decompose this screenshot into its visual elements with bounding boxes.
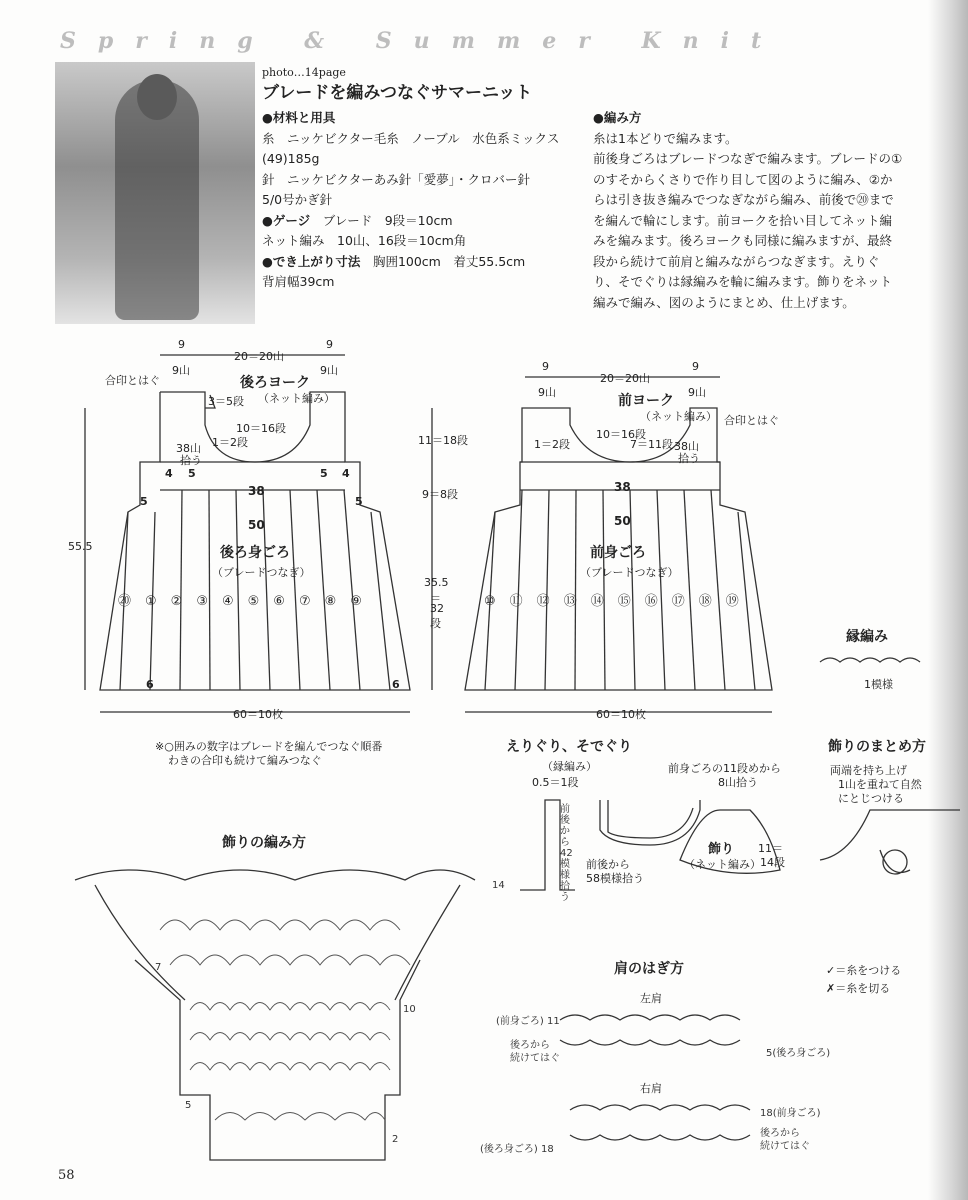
neck-v4: 42 [560,848,573,859]
materials-yarn: 糸 ニッケビクター毛糸 ノーブル 水色系ミックス [262,130,560,146]
back-dim-rows2: 10＝16段 [236,422,286,435]
back-pickup: 拾う [180,454,202,467]
body-height-eq: ＝ [430,592,441,605]
back-dim-rows3: 1＝2段 [212,436,248,449]
materials-yarn-amount: (49)185g [262,151,320,166]
braid-3: ③ [196,594,222,609]
armhole-pickup-count: 58模様拾う [586,872,644,885]
braid-6: ⑥ [273,594,299,609]
neck-pickup-vertical [560,804,572,903]
assembly-step2: 1山を重ねて自然 [838,778,922,791]
back-body-sub: （ブレードつなぎ） [212,566,311,579]
front-yoke-title: 前ヨーク [618,393,674,409]
gauge-net: ネット編み 10山、16段＝10cm角 [262,233,467,248]
right-shoulder-chart [570,1105,750,1140]
left-back-row: 5(後ろ身ごろ) [766,1048,831,1059]
assembly-title: 飾りのまとめ方 [828,739,926,755]
braid-11: ⑪ [509,594,537,609]
left-front-row: (前身ごろ) 11 [496,1016,560,1027]
back-pickup-sts: 38山 [176,442,201,455]
page-header: Spring & Summer Knit [60,28,784,54]
left-shoulder-chart [560,1015,740,1045]
deco-row-5: 5 [185,1100,192,1111]
size-shoulder: 背肩幅39cm [262,274,335,289]
braid-14: ⑭ [590,594,618,609]
gauge-braid: ブレード 9段＝10cm [322,212,453,228]
braid-1: ① [145,594,171,609]
deco-row-14: 14 [492,880,505,891]
neck-v3: から [560,826,570,848]
front-top-left: 9 [542,360,549,373]
deco-pickup-count: 8山拾う [718,776,758,789]
side-join-note: わきの合印も続けて編みつなぐ [168,754,322,767]
right-join-note1: 後ろから [760,1128,800,1139]
size-chest: 胸囲100cm 着丈55.5cm [372,253,526,269]
total-length: 55.5 [68,540,93,553]
braid-2: ② [170,594,197,609]
back-braid-order [118,590,376,609]
deco-chart-title: 飾りの編み方 [222,835,306,851]
upper-body-height: 9＝8段 [422,488,458,501]
back-yoke-sub: （ネット編み） [258,392,335,405]
back-join-note: 合印とはぐ [105,374,160,387]
front-top-right: 9 [692,360,699,373]
legend-cut-text: ＝糸を切る [835,982,891,995]
back-yoke-title: 後ろヨーク [240,375,310,391]
neck-v5: 模 [560,859,570,870]
neck-v6: 様 [560,870,570,881]
legend-attach [826,962,901,978]
order-note: ※○囲みの数字はブレードを編んでつなぐ順番 [155,740,383,753]
front-dim-rows1: 1＝2段 [534,438,570,451]
back-side-4-left: 4 [165,467,173,480]
back-body-title: 後ろ身ごろ [220,545,290,561]
materials-hook: 5/0号かぎ針 [262,192,333,207]
deco-pickup-start: 前身ごろの11段めから [668,762,781,775]
left-join-note1: 後ろから [510,1040,550,1051]
body-height-rows: 32 [430,602,444,615]
neck-dim: 0.5＝1段 [532,776,579,789]
gauge-heading: ●ゲージ [262,212,311,228]
edging-title: 縁編み [846,629,888,645]
deco-row-10: 10 [403,1004,416,1015]
edging-repeat: 1模様 [864,678,893,691]
legend-cut [826,980,890,996]
back-outline [100,392,410,690]
deco-row-2: 2 [392,1134,399,1145]
right-front-row: 18(前身ごろ) [760,1108,821,1119]
neck-armhole-title: えりぐり、そでぐり [506,739,632,755]
neck-v2: 後 [560,815,570,826]
front-top-center: 20＝20山 [600,372,650,385]
front-bottom-width: 60＝10枚 [596,708,646,721]
front-body-title: 前身ごろ [590,545,646,561]
back-width-38: 38 [248,484,265,498]
size-heading: ●でき上がり寸法 [262,253,361,269]
neck-v8: う [560,892,570,903]
back-top-left-sts: 9山 [172,364,190,377]
front-pickup: 拾う [678,452,700,465]
deco-rows: 11＝ [758,842,783,855]
front-width-50: 50 [614,514,631,528]
back-top-right: 9 [326,338,333,351]
back-side-5-right: 5 [320,467,328,480]
cut-yarn-icon: ✗ [826,982,836,995]
braid-5: ⑤ [247,594,274,609]
chart-mesh-loops [160,920,410,1120]
back-bottom-width: 60＝10枚 [233,708,283,721]
materials-heading: ●材料と用具 [262,110,336,125]
back-width-50: 50 [248,518,265,532]
braid-16: ⑯ [644,594,672,609]
back-under-5-right: 5 [355,495,363,508]
deco-label: 飾り [708,842,735,857]
front-braid-order [484,590,753,609]
materials-needle: 針 ニッケビクターあみ針「愛夢」・クロバー針 [262,171,531,187]
braid-9: ⑨ [350,594,376,609]
armhole-pickup: 前後から [586,858,630,871]
page-number: 58 [58,1168,75,1183]
neck-v1: 前 [560,804,570,815]
back-dim-rows1: 3＝5段 [208,395,244,408]
back-side-4-right: 4 [342,467,350,480]
braid-20: ⑳ [118,594,146,609]
front-yoke-sub: （ネット編み） [640,410,717,423]
back-hem-6-right: 6 [392,678,400,691]
braid-15: ⑮ [617,594,645,609]
method-body: 糸は1本どりで編みます。 前後身ごろはブレードつなぎで編みます。ブレードの①のすそからくさりで作り目して図のように編み、②からは引き抜き編みでつなぎながら編み、前後で⑳までを編んで輪にします。前ヨークを拾い目してネット編みを編みます。後ろヨークも同様に編みますが、最終段から続けて前肩と編みながらつなぎます。えりぐり、そでぐりは縁編みを輪に編みます。飾りをネット編みで編み、図のようにまとめ、仕上げます。 [593,130,903,310]
back-top-center: 20＝20山 [234,350,284,363]
front-top-right-sts: 9山 [688,386,706,399]
deco-row-7: 7 [155,962,162,973]
braid-8: ⑧ [324,594,351,609]
attach-yarn-icon: ✓ [826,964,836,977]
deco-rows-unit: 14段 [760,856,785,869]
back-hem-6-left: 6 [146,678,154,691]
braid-12: ⑫ [536,594,564,609]
left-shoulder-label: 左肩 [640,992,662,1005]
braid-19: ⑲ [725,594,753,609]
shoulder-title: 肩のはぎ方 [614,961,684,977]
assembly-step3: にとじつける [838,792,904,805]
right-shoulder-label: 右肩 [640,1082,662,1095]
back-under-5-left: 5 [140,495,148,508]
decoration-crochet-chart [75,870,475,1160]
back-top-right-sts: 9山 [320,364,338,377]
photo-reference: photo…14page [262,66,346,79]
deco-label-sub: （ネット編み） [684,858,761,871]
front-dim-rows2: 10＝16段 [596,428,646,441]
braid-10: ⑩ [484,594,510,609]
braid-7: ⑦ [298,594,325,609]
front-pickup-sts: 38山 [674,440,699,453]
edging-chart [820,658,920,662]
braid-4: ④ [221,594,248,609]
assembly-step1: 両端を持ち上げ [830,764,907,777]
front-top-left-sts: 9山 [538,386,556,399]
front-join-note: 合印とはぐ [724,414,779,427]
body-height-unit: 段 [430,617,441,630]
braid-13: ⑬ [563,594,591,609]
back-top-left: 9 [178,338,185,351]
yoke-height: 11＝18段 [418,434,468,447]
neck-sub: （縁編み） [542,760,597,773]
braid-17: ⑰ [671,594,699,609]
neck-v7: 拾 [560,881,570,892]
method-heading: ●編み方 [593,110,642,125]
body-height: 35.5 [424,576,449,589]
assembly-diagram [820,810,960,873]
front-dim-rows3: 7＝11段 [630,438,673,451]
front-body-sub: （ブレードつなぎ） [580,566,679,579]
legend-attach-text: ＝糸をつける [835,964,902,977]
back-side-5-left: 5 [188,467,196,480]
braid-18: ⑱ [698,594,726,609]
front-width-38: 38 [614,480,631,494]
right-back-row: (後ろ身ごろ) 18 [480,1144,554,1155]
pattern-title: ブレードを編みつなぐサマーニット [262,83,533,103]
right-join-note2: 続けてはぐ [760,1141,810,1152]
left-join-note2: 続けてはぐ [510,1053,560,1064]
